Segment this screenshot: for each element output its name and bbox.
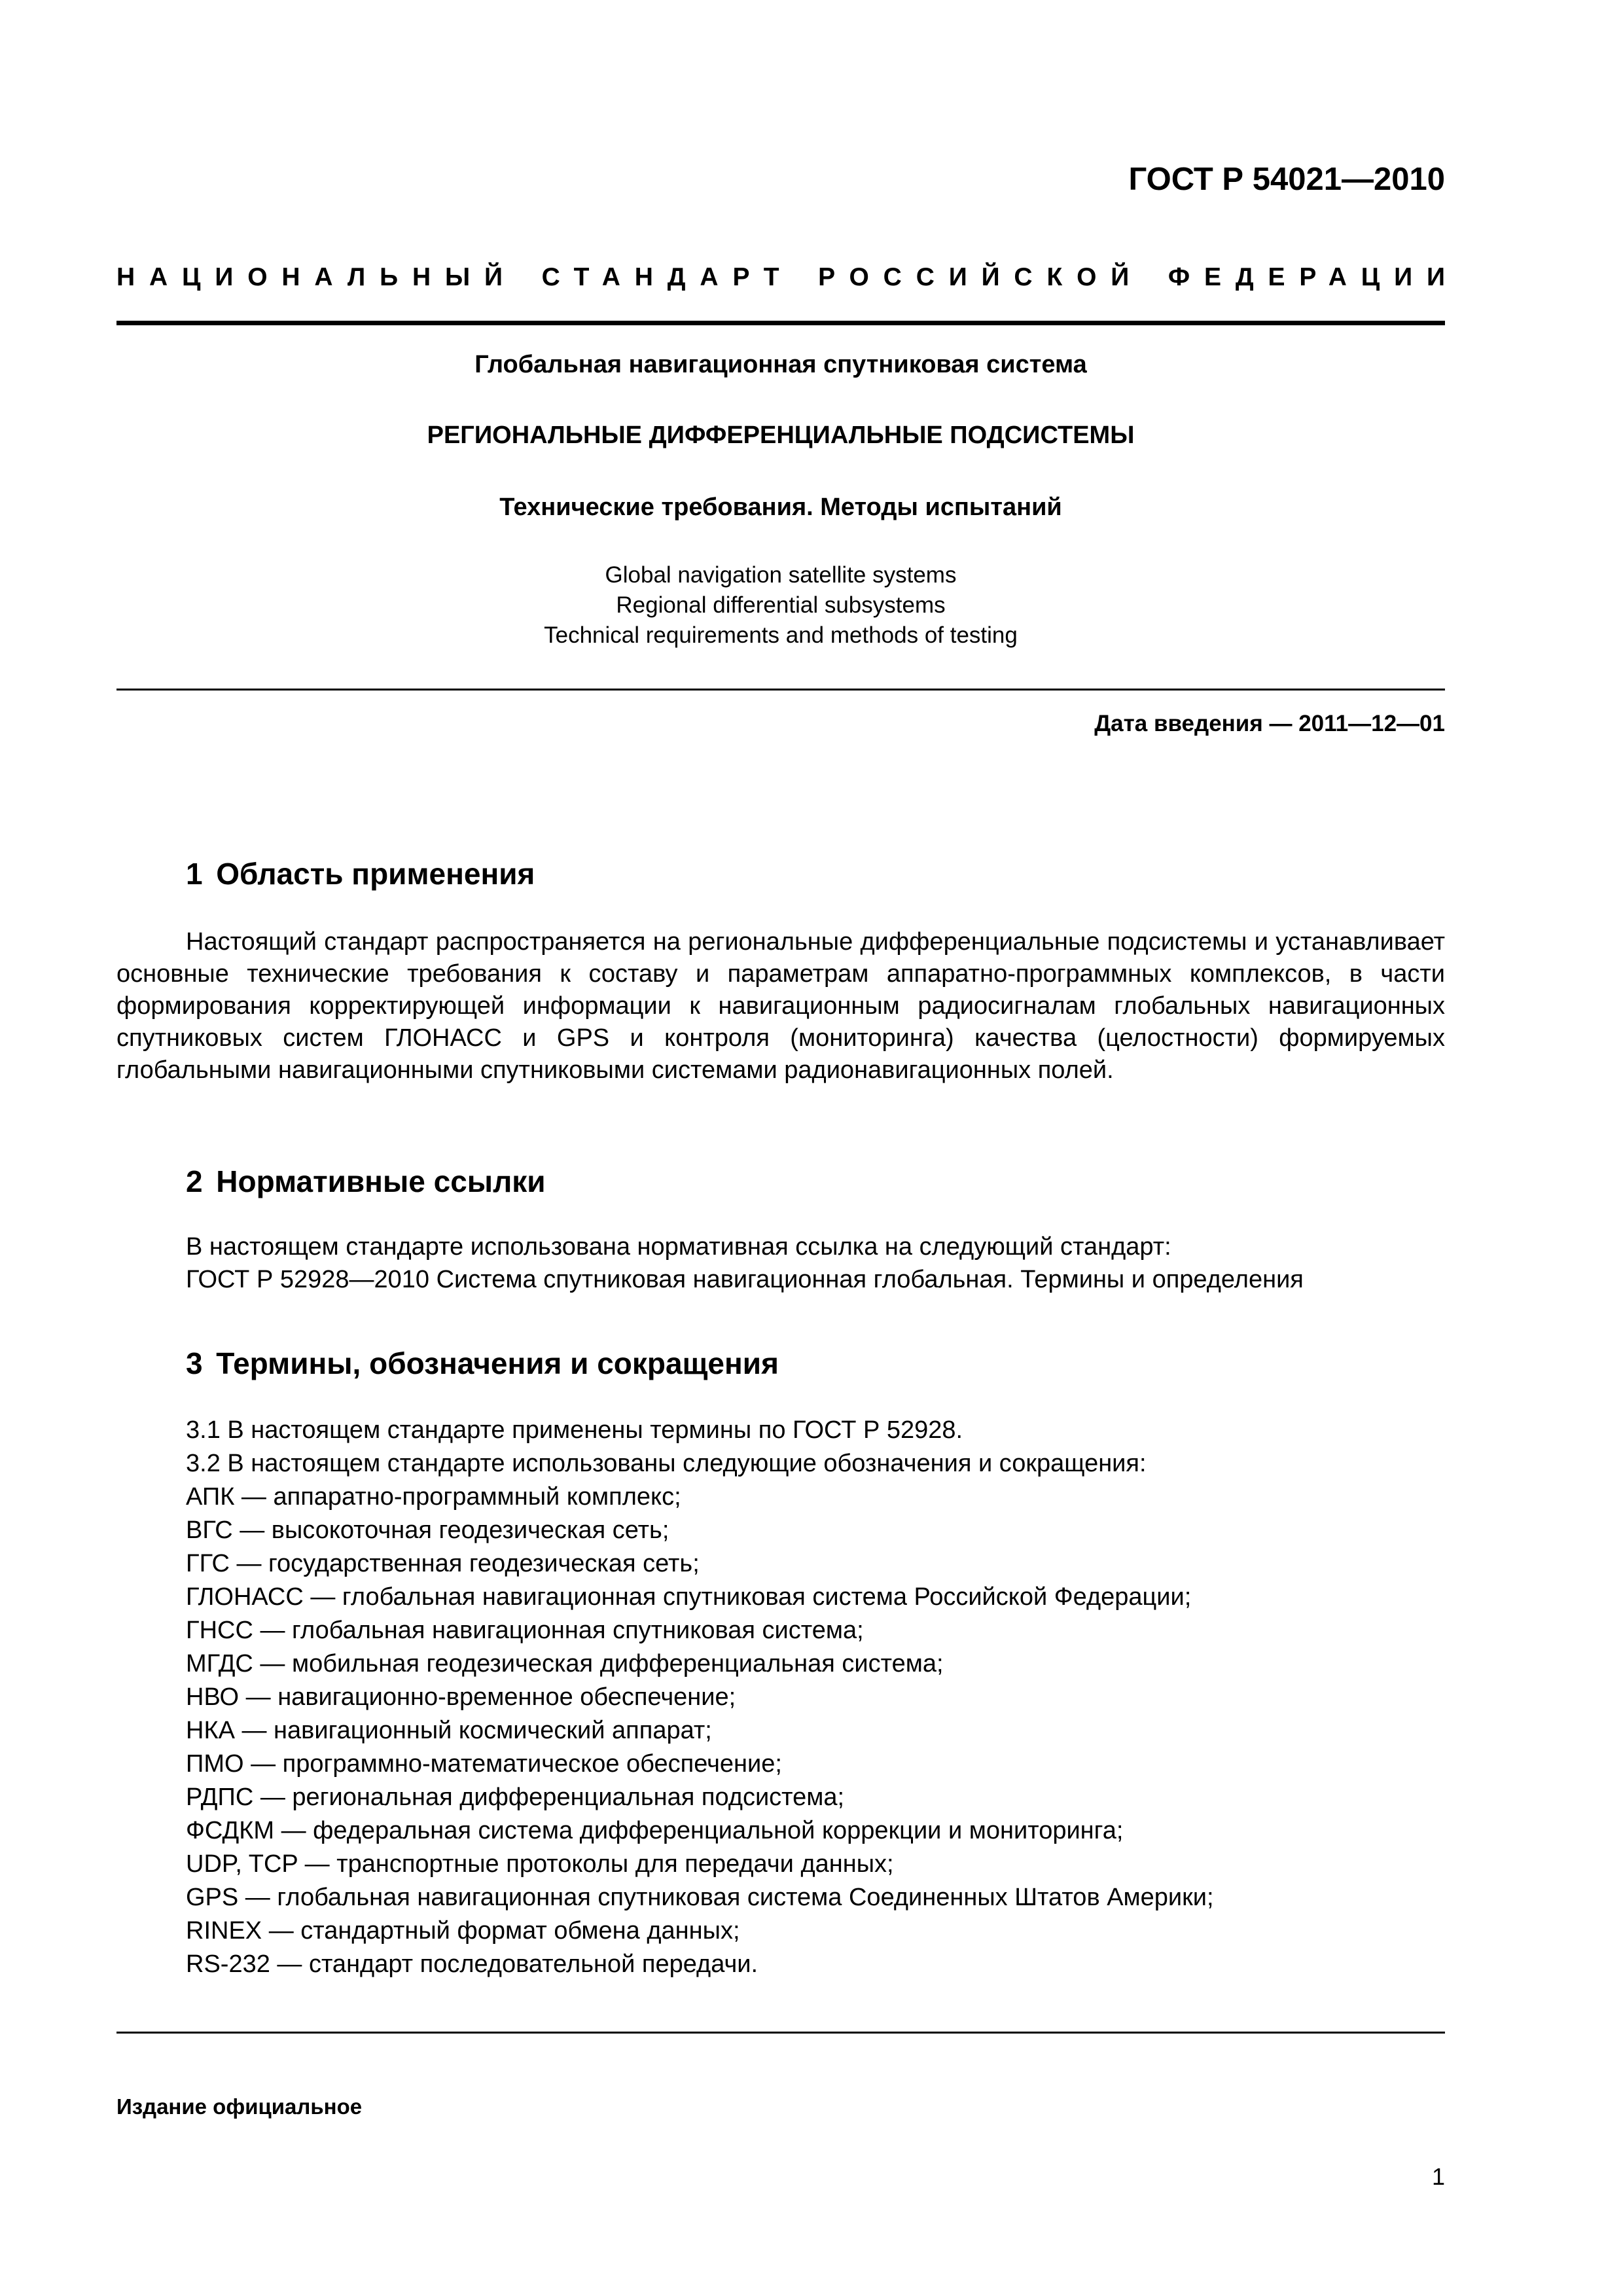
list-item: ПМО — программно-математическое обеспечение;	[186, 1750, 782, 1778]
list-item: ГГС — государственная геодезическая сеть;	[186, 1550, 700, 1577]
list-item: GPS — глобальная навигационная спутниковая система Соединенных Штатов Америки;	[186, 1884, 1214, 1911]
section-number: 1	[186, 857, 203, 891]
list-item: RS-232 — стандарт последовательной передачи.	[186, 1950, 758, 1978]
list-item: НКА — навигационный космический аппарат;	[186, 1717, 712, 1744]
list-item: ВГС — высокоточная геодезическая сеть;	[186, 1516, 669, 1544]
page-number: 1	[1431, 2163, 1445, 2190]
list-item: МГДС — мобильная геодезическая дифференциальная система;	[186, 1650, 944, 1677]
section-title: Область применения	[216, 857, 535, 891]
intro-date: Дата введения — 2011—12—01	[1094, 711, 1445, 736]
national-standard-band	[116, 263, 1459, 292]
section-title: Нормативные ссылки	[216, 1164, 546, 1198]
references-block	[186, 1230, 1304, 1296]
band-word: РОССИЙСКОЙ	[818, 263, 1144, 291]
footer-rule	[116, 2032, 1445, 2034]
list-item: 3.2 В настоящем стандарте использованы следующие обозначения и сокращения:	[186, 1450, 1147, 1477]
section-heading	[186, 856, 535, 891]
title-en-line: Technical requirements and methods of testing	[544, 622, 1018, 648]
title-ru-sub: Технические требования. Методы испытаний	[499, 493, 1062, 521]
list-item: АПК — аппаратно-программный комплекс;	[186, 1483, 681, 1511]
section-title: Термины, обозначения и сокращения	[216, 1346, 779, 1380]
terms-list	[186, 1414, 1214, 1981]
list-item: РДПС — региональная дифференциальная подсистема;	[186, 1784, 845, 1811]
reference-line: ГОСТ Р 52928—2010 Система спутниковая навигационная глобальная. Термины и определения	[186, 1266, 1304, 1293]
list-item: ГНСС — глобальная навигационная спутниковая система;	[186, 1617, 864, 1644]
list-item: НВО — навигационно-временное обеспечение;	[186, 1683, 736, 1711]
list-item: RINEX — стандартный формат обмена данных;	[186, 1917, 740, 1945]
title-ru-main: РЕГИОНАЛЬНЫЕ ДИФФЕРЕНЦИАЛЬНЫЕ ПОДСИСТЕМЫ	[427, 422, 1135, 449]
reference-line: В настоящем стандарте использована нормативная ссылка на следующий стандарт:	[186, 1233, 1171, 1261]
band-word: НАЦИОНАЛЬНЫЙ	[116, 263, 517, 291]
title-ru-general: Глобальная навигационная спутниковая система	[474, 351, 1087, 378]
edition-label: Издание официальное	[116, 2094, 363, 2119]
band-word: СТАНДАРТ	[541, 263, 794, 291]
list-item: UDP, TCP — транспортные протоколы для передачи данных;	[186, 1850, 894, 1878]
title-en-block	[116, 560, 1445, 651]
band-word: ФЕДЕРАЦИИ	[1168, 263, 1459, 291]
list-item: 3.1 В настоящем стандарте применены термины по ГОСТ Р 52928.	[186, 1416, 963, 1444]
title-en-line: Global navigation satellite systems	[605, 562, 957, 588]
list-item: ГЛОНАСС — глобальная навигационная спутниковая система Российской Федерации;	[186, 1583, 1192, 1611]
title-en-line: Regional differential subsystems	[616, 592, 946, 618]
header-rule	[116, 321, 1445, 325]
section-heading	[186, 1164, 546, 1199]
document-code: ГОСТ Р 54021—2010	[1128, 162, 1445, 197]
section-heading	[186, 1346, 779, 1381]
section-number: 2	[186, 1164, 203, 1198]
scope-paragraph: Настоящий стандарт распространяется на региональные дифференциальные подсистемы и устанавливает основные технические требования к составу и параметрам аппаратно-программных комплексов, в части формирования корректирующей информации к навигационным радиосигналам глобальных навигационных спутниковых систем ГЛОНАСС и GPS и контроля (мониторинга) качества (целостности) формируемых глобальными навигационными спутниковыми системами радионавигационных полей.	[116, 928, 1445, 1084]
title-rule	[116, 689, 1445, 691]
list-item: ФСДКМ — федеральная система дифференциальной коррекции и мониторинга;	[186, 1817, 1124, 1844]
section-number: 3	[186, 1346, 203, 1380]
